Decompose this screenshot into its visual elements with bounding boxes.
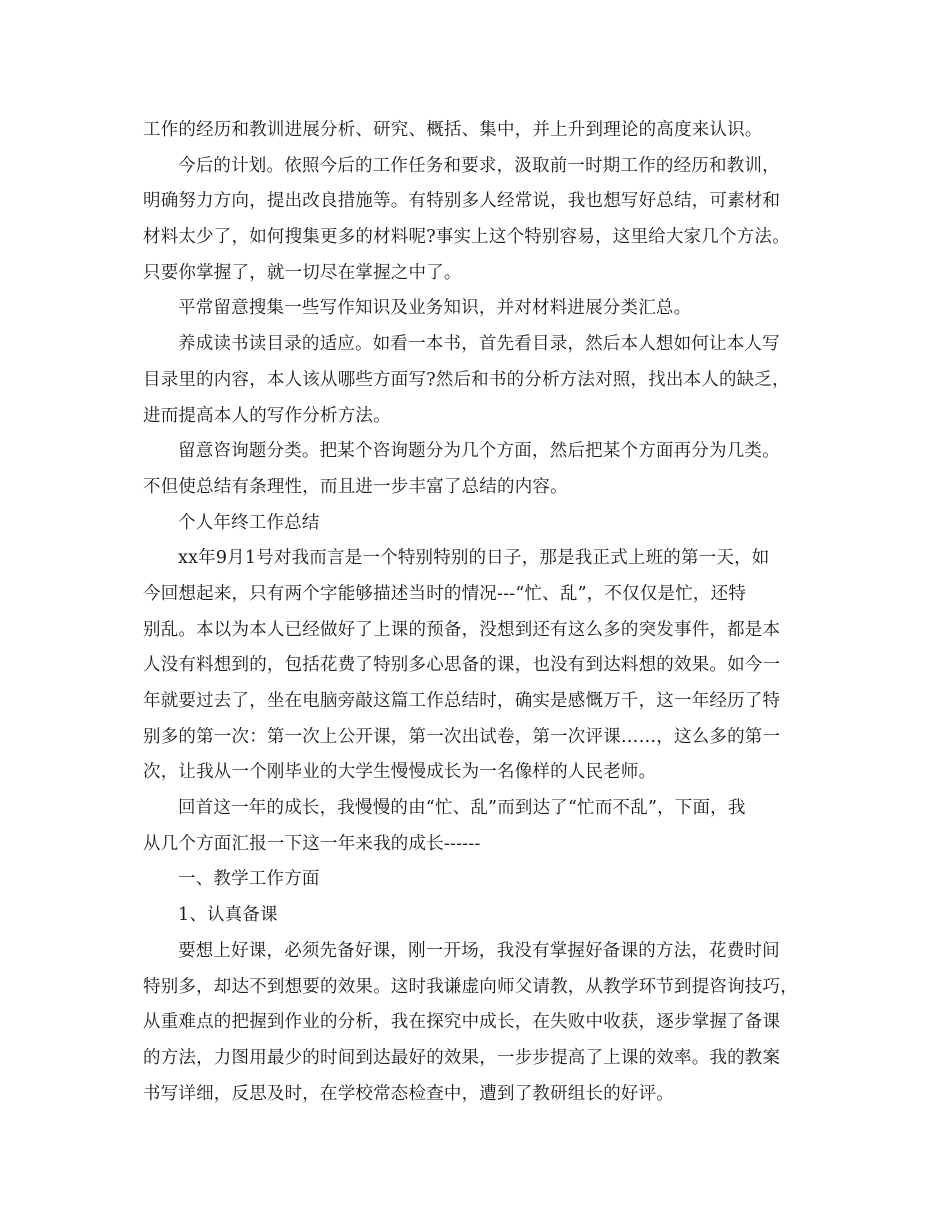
text-line: 个人年终工作总结 <box>178 512 320 533</box>
text-line: 平常留意搜集一些写作知识及业务知识，并对材料进展分类汇总。 <box>178 298 692 319</box>
text-line: 进而提高本人的写作分析方法。 <box>143 405 391 426</box>
text-line: 一、教学工作方面 <box>178 869 320 890</box>
text-line: 特别多，却达不到想要的效果。这时我谦虚向师父请教，从教学环节到提咨询技巧， <box>143 976 798 997</box>
text-line: 回首这一年的成长，我慢慢的由“忙、乱”而到达了“忙而不乱”，下面，我 <box>178 798 746 819</box>
text-line: 不但使总结有条理性，而且进一步丰富了总结的内容。 <box>143 476 568 497</box>
text-line: 目录里的内容，本人该从哪些方面写?然后和书的分析方法对照，找出本人的缺乏， <box>143 369 790 390</box>
text-line: 1、认真备课 <box>178 905 278 926</box>
text-line: 的方法，力图用最少的时间到达最好的效果，一步步提高了上课的效率。我的教案 <box>143 1047 781 1068</box>
text-line: 别乱。本以为本人已经做好了上课的预备，没想到还有这么多的突发事件，都是本 <box>143 619 781 640</box>
text-line: 从重难点的把握到作业的分析，我在探究中成长，在失败中收获，逐步掌握了备课 <box>143 1012 781 1033</box>
text-line: 别多的第一次：第一次上公开课，第一次出试卷，第一次评课……，这么多的第一 <box>143 726 781 747</box>
text-line: 今后的计划。依照今后的工作任务和要求，汲取前一时期工作的经历和教训， <box>178 155 780 176</box>
text-line: 从几个方面汇报一下这一年来我的成长------ <box>143 833 481 854</box>
text-line: 明确努力方向，提出改良措施等。有特别多人经常说，我也想写好总结，可素材和 <box>143 191 781 212</box>
text-line: 材料太少了，如何搜集更多的材料呢?事实上这个特别容易，这里给大家几个方法。 <box>143 227 790 248</box>
text-line: 书写详细，反思及时，在学校常态检查中，遭到了教研组长的好评。 <box>143 1083 674 1104</box>
text-line: 次，让我从一个刚毕业的大学生慢慢成长为一名像样的人民老师。 <box>143 762 657 783</box>
text-line: 人没有料想到的，包括花费了特别多心思备的课，也没有到达料想的效果。如今一 <box>143 655 781 676</box>
text-line: 要想上好课，必须先备好课，刚一开场，我没有掌握好备课的方法，花费时间 <box>178 940 780 961</box>
text-line: 留意咨询题分类。把某个咨询题分为几个方面，然后把某个方面再分为几类。 <box>178 441 780 462</box>
text-line: 年就要过去了，坐在电脑旁敲这篇工作总结时，确实是感慨万千，这一年经历了特 <box>143 691 781 711</box>
text-line: 今回想起来，只有两个字能够描述当时的情况---“忙、乱”，不仅仅是忙，还特 <box>143 583 747 604</box>
text-line: 养成读书读目录的适应。如看一本书，首先看目录，然后本人想如何让本人写 <box>178 334 780 355</box>
text-line: xx年9月1号对我而言是一个特别特别的日子，那是我正式上班的第一天，如 <box>178 548 770 569</box>
document-body <box>143 113 823 1112</box>
text-line: 只要你掌握了，就一切尽在掌握之中了。 <box>143 262 462 283</box>
text-line: 工作的经历和教训进展分析、研究、概括、集中，并上升到理论的高度来认识。 <box>143 120 763 140</box>
